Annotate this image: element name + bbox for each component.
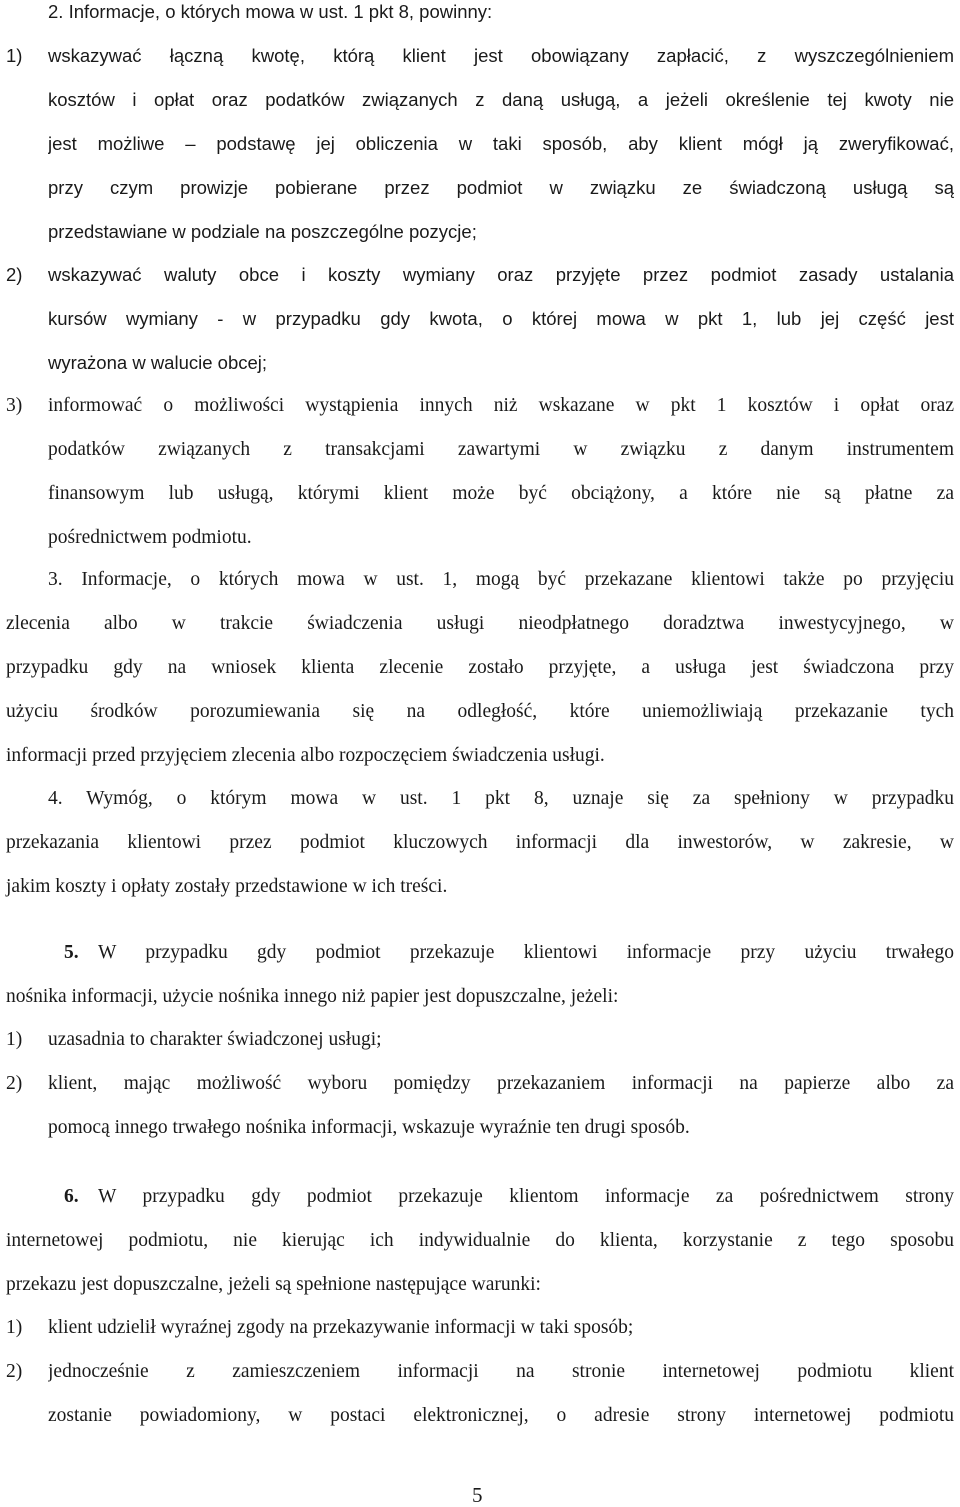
item-1-line-5: przedstawiane w podziale na poszczególne pozycje; — [48, 221, 477, 242]
item-marker-3: 3) — [6, 395, 23, 416]
section-3-line-2: zlecenia albo w trakcie świadczenia usługi nieodpłatnego doradztwa inwestycyjnego, w — [6, 613, 954, 634]
section-5-item-2-line-1: klient, mając możliwość wyboru pomiędzy przekazaniem informacji na papierze albo za — [48, 1073, 954, 1094]
section-5-item-1: uzasadnia to charakter świadczonej usługi; — [48, 1029, 382, 1050]
item-2-line-1: wskazywać waluty obce i koszty wymiany oraz przyjęte przez podmiot zasady ustalania — [48, 264, 954, 285]
item-1-line-4: przy czym prowizje pobierane przez podmiot w związku ze świadczoną usługą są — [48, 177, 954, 198]
item-1-line-2: kosztów i opłat oraz podatków związanych z daną usługą, a jeżeli określenie tej kwoty nie — [48, 89, 954, 110]
section-6-item-2-line-1: jednocześnie z zamieszczeniem informacji na stronie internetowej podmiotu klient — [48, 1361, 954, 1382]
section-6-line-2: internetowej podmiotu, nie kierując ich indywidualnie do klienta, korzystanie z tego sposobu — [6, 1230, 954, 1251]
section-6-number: 6. — [64, 1186, 79, 1207]
section-6-item-2-line-2: zostanie powiadomiony, w postaci elektronicznej, o adresie strony internetowej podmiotu — [48, 1405, 954, 1426]
page-number: 5 — [472, 1483, 483, 1507]
section-5-item-2-line-2: pomocą innego trwałego nośnika informacji, wskazuje wyraźnie ten drugi sposób. — [48, 1117, 690, 1138]
item-1-line-1: wskazywać łączną kwotę, którą klient jest obowiązany zapłacić, z wyszczególnieniem — [48, 45, 954, 66]
section-5-item-marker-1: 1) — [6, 1029, 23, 1050]
section-5-line-1: W przypadku gdy podmiot przekazuje klientowi informacje przy użyciu trwałego — [98, 942, 954, 963]
section-5-number: 5. — [64, 942, 79, 963]
item-marker-2: 2) — [6, 264, 23, 285]
section-3-line-5: informacji przed przyjęciem zlecenia albo rozpoczęciem świadczenia usługi. — [6, 745, 605, 766]
section-3-line-3: przypadku gdy na wniosek klienta zlecenie zostało przyjęte, a usługa jest świadczona przy — [6, 657, 954, 678]
section-3-line-1: 3. Informacje, o których mowa w ust. 1, mogą być przekazane klientowi także po przyjęciu — [48, 569, 954, 590]
section-4-line-1: 4. Wymóg, o którym mowa w ust. 1 pkt 8, uznaje się za spełniony w przypadku — [48, 788, 954, 809]
item-3-line-3: finansowym lub usługą, którymi klient może być obciążony, a które nie są płatne za — [48, 483, 954, 504]
section-6-item-marker-1: 1) — [6, 1317, 23, 1338]
item-3-line-2: podatków związanych z transakcjami zawartymi w związku z danym instrumentem — [48, 439, 954, 460]
item-3-line-1: informować o możliwości wystąpienia innych niż wskazane w pkt 1 kosztów i opłat oraz — [48, 395, 954, 416]
section-6-item-marker-2: 2) — [6, 1361, 23, 1382]
section-4-line-3: jakim koszty i opłaty zostały przedstawione w ich treści. — [6, 876, 448, 897]
item-marker-1: 1) — [6, 45, 23, 66]
section-3-line-4: użyciu środków porozumiewania się na odległość, które uniemożliwiają przekazanie tych — [6, 701, 954, 722]
item-1-line-3: jest możliwe – podstawę jej obliczenia w taki sposób, aby klient mógł ją zweryfikować, — [48, 133, 954, 154]
section-5-line-2: nośnika informacji, użycie nośnika innego niż papier jest dopuszczalne, jeżeli: — [6, 986, 619, 1007]
section-6-line-3: przekazu jest dopuszczalne, jeżeli są spełnione następujące warunki: — [6, 1274, 541, 1295]
item-3-line-4: pośrednictwem podmiotu. — [48, 527, 252, 548]
item-2-line-2: kursów wymiany - w przypadku gdy kwota, o której mowa w pkt 1, lub jej część jest — [48, 308, 954, 329]
section-4-line-2: przekazania klientowi przez podmiot kluczowych informacji dla inwestorów, w zakresie, w — [6, 832, 954, 853]
section-2-intro: 2. Informacje, o których mowa w ust. 1 pkt 8, powinny: — [48, 1, 493, 22]
section-6-line-1: W przypadku gdy podmiot przekazuje klientom informacje za pośrednictwem strony — [98, 1186, 954, 1207]
section-6-item-1: klient udzielił wyraźnej zgody na przekazywanie informacji w taki sposób; — [48, 1317, 634, 1338]
item-2-line-3: wyrażona w walucie obcej; — [48, 352, 268, 373]
section-5-item-marker-2: 2) — [6, 1073, 23, 1094]
